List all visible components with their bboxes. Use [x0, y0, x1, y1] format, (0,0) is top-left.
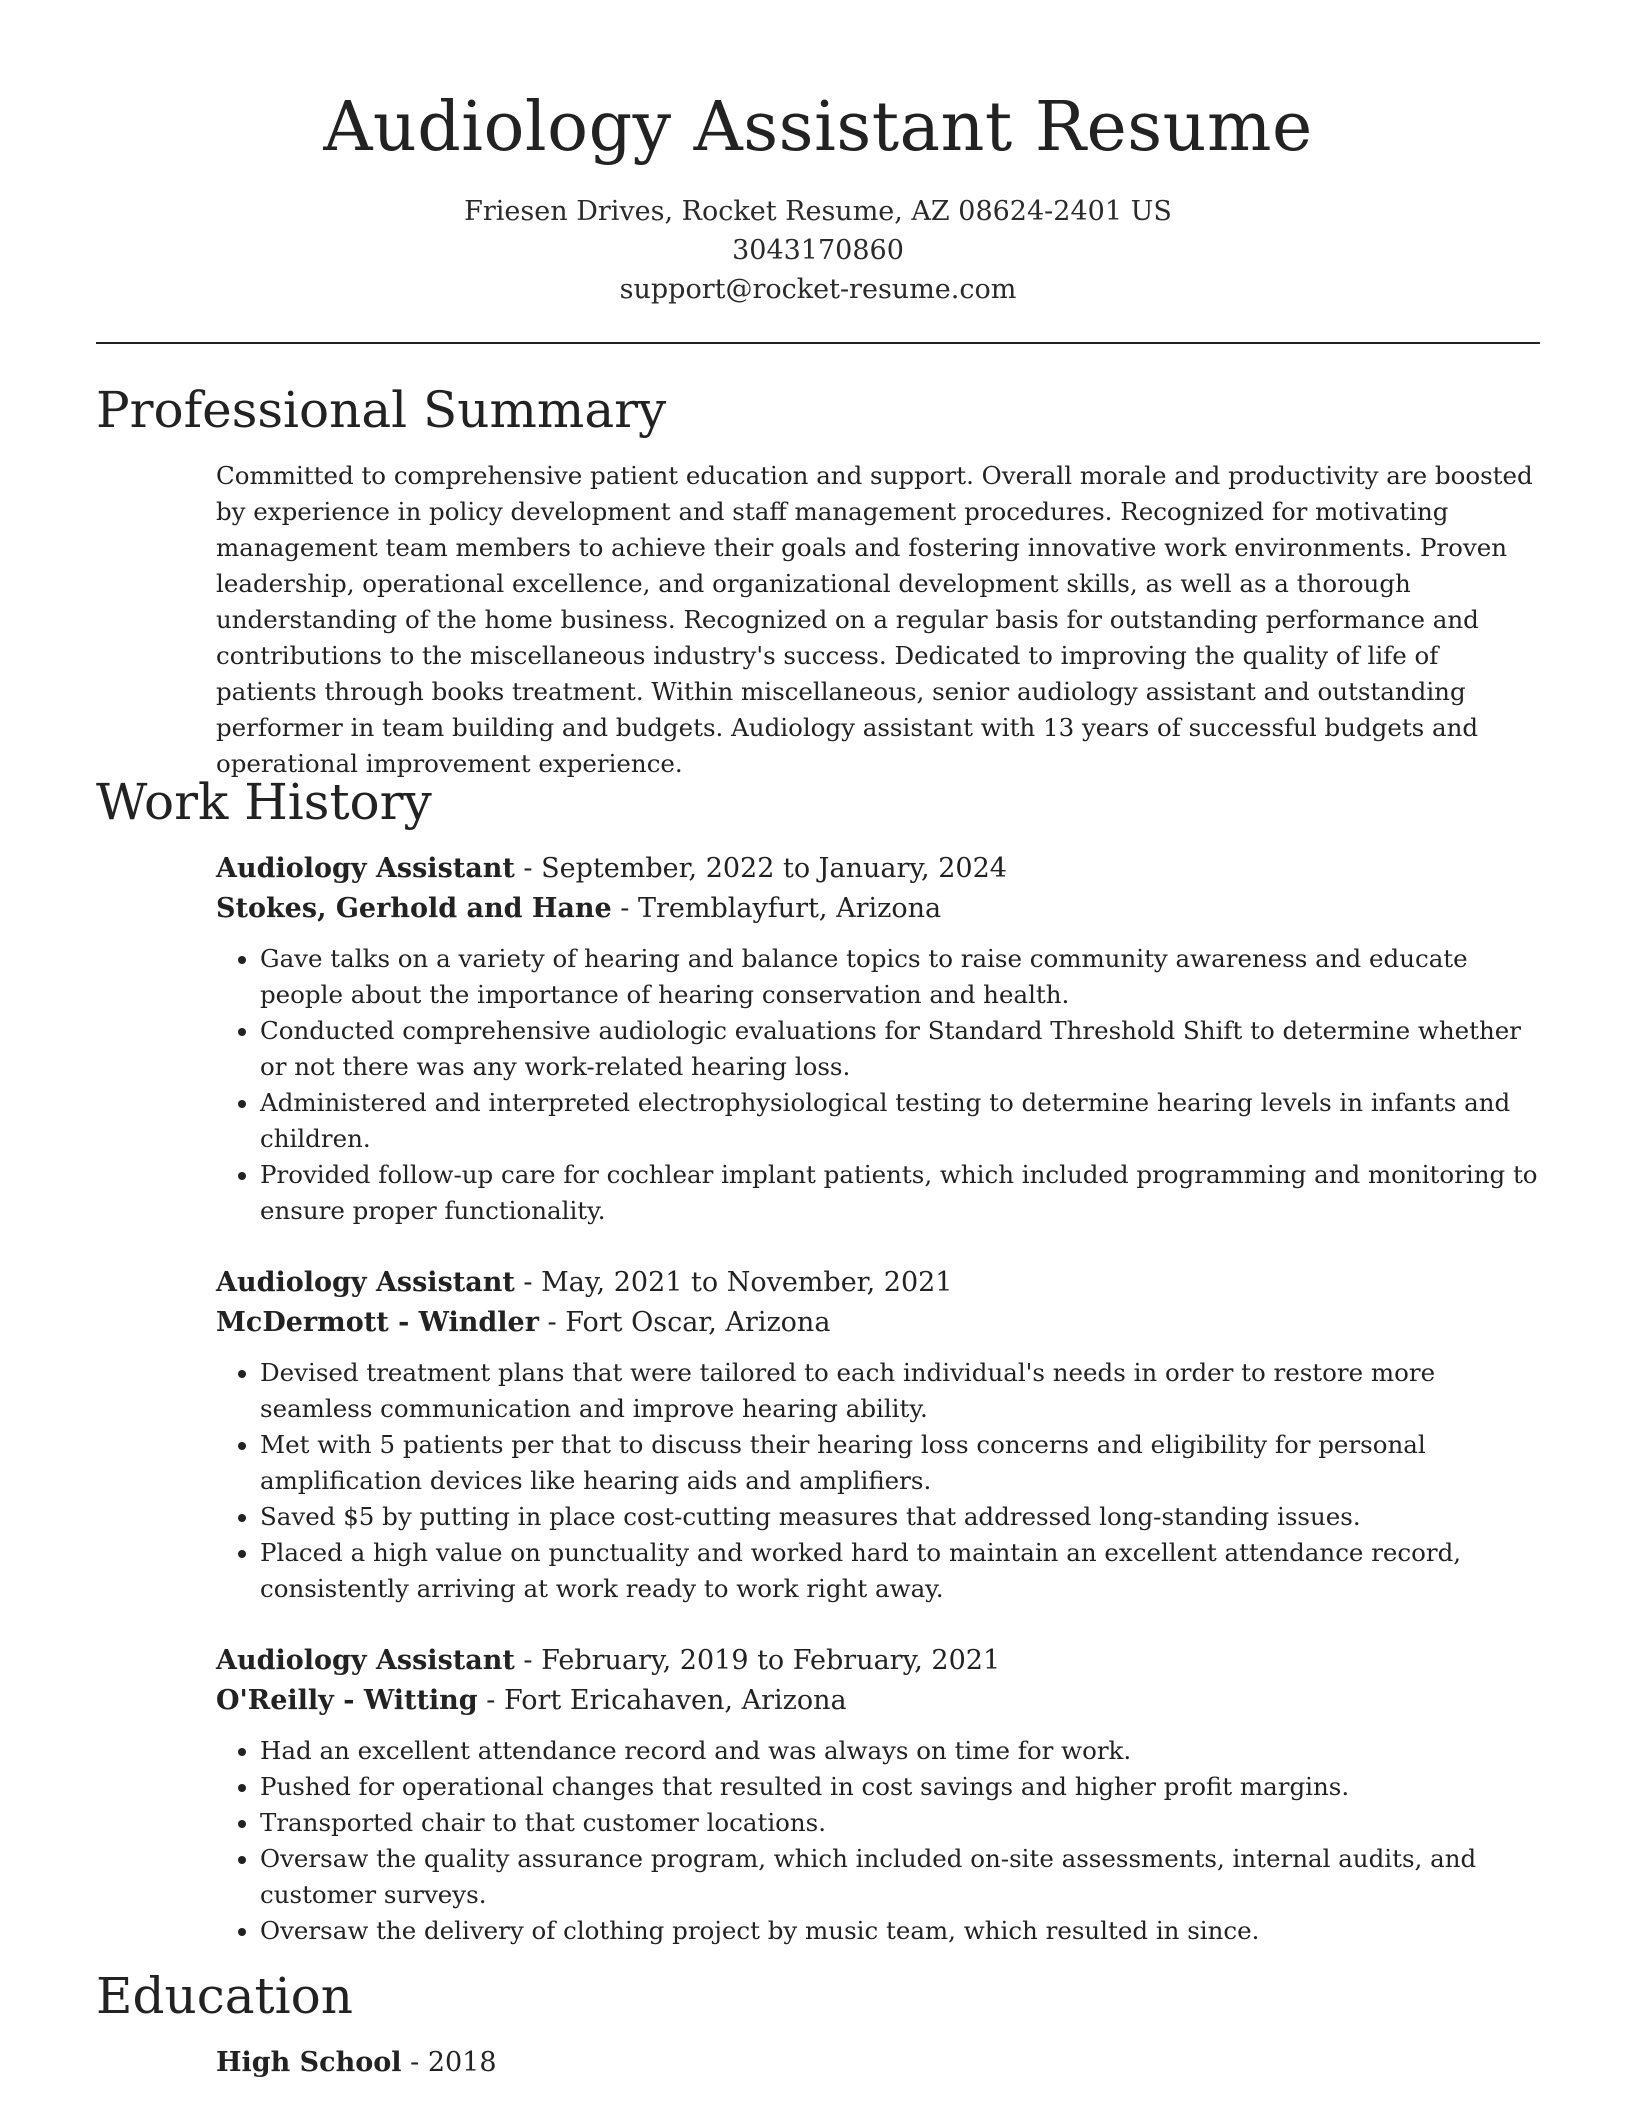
- job-entry: [216, 1263, 1540, 1607]
- job-title: Audiology Assistant: [216, 1267, 515, 1298]
- job-location: - Fort Ericahaven, Arizona: [477, 1685, 847, 1716]
- job-company-line: [216, 889, 1540, 929]
- summary-heading: Professional Summary: [96, 381, 667, 439]
- education-heading: Education: [96, 1967, 353, 2025]
- job-company: McDermott - Windler: [216, 1307, 539, 1338]
- education-degree: High School: [216, 2047, 402, 2078]
- contact-email: support@rocket-resume.com: [619, 274, 1017, 305]
- contact-address: Friesen Drives, Rocket Resume, AZ 08624-2401 US: [464, 196, 1172, 227]
- job-bullet: • Saved $5 by putting in place cost-cutting measures that addressed long-standing issues.: [260, 1499, 1540, 1535]
- job-bullet: • Oversaw the quality assurance program, which included on-site assessments, internal audits, and customer surveys.: [260, 1841, 1540, 1913]
- education-year: - 2018: [401, 2047, 497, 2078]
- header-divider: [96, 342, 1540, 344]
- job-title-line: [216, 849, 1540, 889]
- job-company-line: [216, 1303, 1540, 1343]
- job-bullet: • Devised treatment plans that were tailored to each individual's needs in order to restore more seamless communication and improve hearing ability.: [260, 1355, 1540, 1427]
- job-entry: [216, 849, 1540, 1229]
- summary-section: [216, 458, 1540, 782]
- job-title: Audiology Assistant: [216, 853, 515, 884]
- work-history-heading: Work History: [96, 773, 432, 831]
- job-company: O'Reilly - Witting: [216, 1685, 478, 1716]
- resume-title: Audiology Assistant Resume: [323, 88, 1313, 167]
- education-line: [216, 2043, 1540, 2083]
- job-title: Audiology Assistant: [216, 1645, 515, 1676]
- job-bullet: • Pushed for operational changes that resulted in cost savings and higher profit margins.: [260, 1769, 1540, 1805]
- job-company: Stokes, Gerhold and Hane: [216, 893, 612, 924]
- job-title-line: [216, 1641, 1540, 1681]
- job-dates: - September, 2022 to January, 2024: [514, 853, 1007, 884]
- job-bullet: • Oversaw the delivery of clothing project by music team, which resulted in since.: [260, 1913, 1540, 1949]
- job-location: - Fort Oscar, Arizona: [538, 1307, 831, 1338]
- summary-text: Committed to comprehensive patient education and support. Overall morale and productivity are boosted by experience in policy development and staff management procedures. Recognized for motivating management team members to achieve their goals and fostering innovative work environments. Proven leadership, operational excellence, and organizational development skills, as well as a thorough understanding of the home business. Recognized on a regular basis for outstanding performance and contributions to the miscellaneous industry's success. Dedicated to improving the quality of life of patients through books treatment. Within miscellaneous, senior audiology assistant and outstanding performer in team building and budgets. Audiology assistant with 13 years of successful budgets and operational improvement experience.: [216, 461, 1533, 778]
- job-bullet: • Administered and interpreted electrophysiological testing to determine hearing levels in infants and children.: [260, 1085, 1540, 1157]
- job-company-line: [216, 1681, 1540, 1721]
- job-bullet: • Placed a high value on punctuality and worked hard to maintain an excellent attendance record, consistently arriving at work ready to work right away.: [260, 1535, 1540, 1607]
- job-dates: - February, 2019 to February, 2021: [514, 1645, 1001, 1676]
- job-bullet: • Gave talks on a variety of hearing and balance topics to raise community awareness and educate people about the importance of hearing conservation and health.: [260, 941, 1540, 1013]
- job-bullets: [216, 1355, 1540, 1607]
- job-bullet: • Conducted comprehensive audiologic evaluations for Standard Threshold Shift to determine whether or not there was any work-related hearing loss.: [260, 1013, 1540, 1085]
- contact-block: [96, 192, 1540, 309]
- job-location: - Tremblayfurt, Arizona: [611, 893, 942, 924]
- job-title-line: [216, 1263, 1540, 1303]
- job-bullets: [216, 1733, 1540, 1949]
- job-bullet: • Provided follow-up care for cochlear implant patients, which included programming and monitoring to ensure proper functionality.: [260, 1157, 1540, 1229]
- job-bullet: • Met with 5 patients per that to discuss their hearing loss concerns and eligibility for personal amplification devices like hearing aids and amplifiers.: [260, 1427, 1540, 1499]
- education-entry: [216, 2043, 1540, 2083]
- job-bullet: • Transported chair to that customer locations.: [260, 1805, 1540, 1841]
- job-bullets: [216, 941, 1540, 1229]
- contact-phone: 3043170860: [732, 235, 904, 266]
- job-entry: [216, 1641, 1540, 1949]
- job-bullet: • Had an excellent attendance record and was always on time for work.: [260, 1733, 1540, 1769]
- job-dates: - May, 2021 to November, 2021: [514, 1267, 953, 1298]
